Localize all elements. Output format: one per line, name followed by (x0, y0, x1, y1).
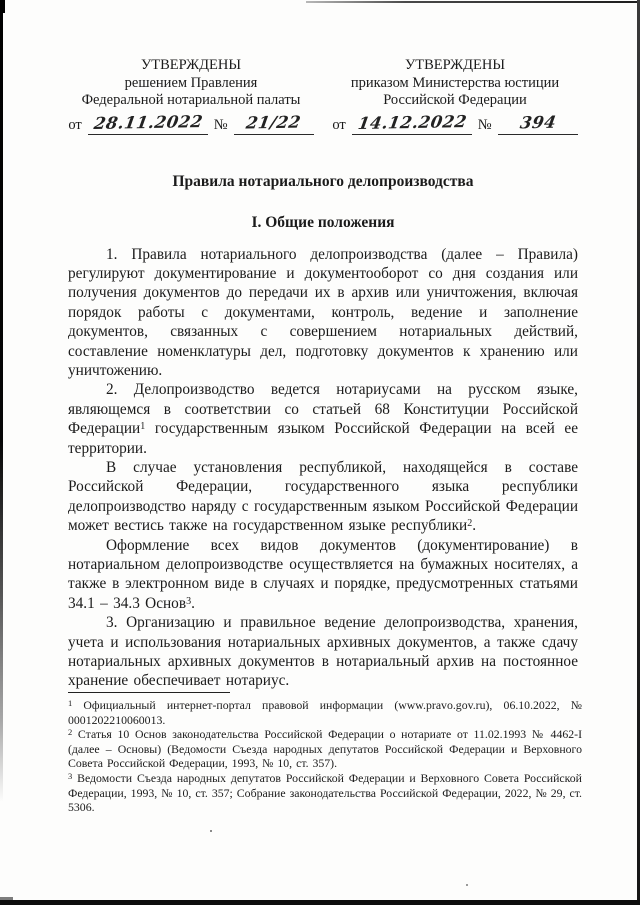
scan-artifact-left-edge (0, 0, 3, 802)
date-label: от (332, 116, 346, 133)
handwritten-date: 28.11.2022 (92, 112, 204, 133)
paragraph: Оформление всех видов документов (документирование) в нотариальном делопроизводстве осуществляется на бумажных носителях, а также в электронном виде в случаях и порядке, предусмотренных статьями 34.1 – 34.3 Основ$^3$. (68, 536, 578, 612)
approval-byline: решением Правления (124, 74, 258, 91)
scan-artifact-top-edge (306, 1, 638, 3)
document-title: Правила нотариального делопроизводства (172, 172, 474, 190)
approval-block-left (68, 57, 314, 135)
approval-block-right (332, 57, 578, 135)
number-underline (234, 113, 314, 135)
scan-speck (210, 830, 212, 832)
footnote-marker: 3 (68, 770, 73, 781)
footnote-marker: 1 (68, 698, 73, 708)
approval-heading: УТВЕРЖДЕНЫ (140, 57, 242, 73)
body-paragraphs (68, 245, 578, 691)
paragraph: 3. Организацию и правильное ведение делопроизводства, хранения, учета и использования нотариальных архивных документов, а также сдачу нотариальных архивных документов в нотариальный архив на постоянное хранение обеспечивает нотариус. (68, 614, 578, 690)
number-underline (498, 113, 578, 135)
date-label: от (68, 116, 82, 133)
approval-byline: Федеральной нотариальной палаты (81, 92, 301, 108)
number-label: № (213, 116, 228, 133)
paragraph: В случае установления республикой, находящейся в составе Российской Федерации, государственного языка республики делопроизводство наряду с государственным языком Российской Федерации может вестись также на государственном языке республики$^2$. (68, 458, 578, 535)
paragraph: 2. Делопроизводство ведется нотариусами на русском языке, являющемся в соответствии со статьей 68 Конституции Российской Федерации$^1$ государственным языком Российской Федерации на всей ее территории. (68, 381, 578, 457)
footnote-list (68, 698, 582, 815)
number-label: № (477, 116, 492, 133)
footnote-marker: 1 (140, 421, 146, 433)
approval-date-number-row (68, 113, 314, 135)
approval-blocks (68, 57, 578, 135)
scan-artifact-left-corner (0, 0, 5, 13)
paragraph: 1. Правила нотариального делопроизводства (далее – Правила) регулируют документирование и документооборот со дня создания или получения документов до передачи их в архив или уничтожения, включая порядок работы с документами, контроль, ведение и заполнение документов, связанных с совершением нотариальных действий, составление номенклатуры дел, подготовку документов к хранению или уничтожению. (68, 245, 578, 379)
footnote: $^1$ Официальный интернет-портал правовой информации (www.pravo.gov.ru), 06.10.2022, № 0001202210060013. (68, 698, 582, 727)
scan-artifact-bottom-band (0, 900, 640, 905)
date-underline (88, 113, 208, 135)
date-underline (352, 113, 472, 135)
approval-date-number-row (332, 113, 578, 135)
scan-speck (466, 884, 468, 886)
document-content (68, 57, 578, 691)
approval-byline: приказом Министерства юстиции (350, 74, 560, 91)
footnote-marker: 3 (186, 595, 192, 607)
handwritten-number: 394 (518, 112, 558, 133)
approval-heading: УТВЕРЖДЕНЫ (404, 57, 506, 73)
handwritten-number: 21/22 (245, 112, 303, 133)
footnote: $^3$ Ведомости Съезда народных депутатов Российской Федерации и Верховного Совета Российской Федерации, 1993, № 10, ст. 357; Собрание законодательства Российской Федерации, 2022, № 29, ст. 5306. (68, 770, 582, 815)
footnote: $^2$ Статья 10 Основ законодательства Российской Федерации о нотариате от 11.02.1993 № 4462-I (далее – Основы) (Ведомости Съезда народных депутатов Российской Федерации и Верховного Совета Российской Федерации, 1993, № 10, ст. 357). (68, 727, 582, 771)
footnote-marker: 2 (467, 518, 473, 530)
footnote-separator (68, 692, 230, 693)
section-heading: I. Общие положения (251, 213, 395, 231)
scan-artifact-bottom-mark (0, 897, 13, 900)
footnote-marker: 2 (68, 727, 73, 738)
handwritten-date: 14.12.2022 (356, 112, 468, 133)
footnotes-area (68, 692, 582, 815)
approval-byline: Российской Федерации (383, 92, 527, 108)
